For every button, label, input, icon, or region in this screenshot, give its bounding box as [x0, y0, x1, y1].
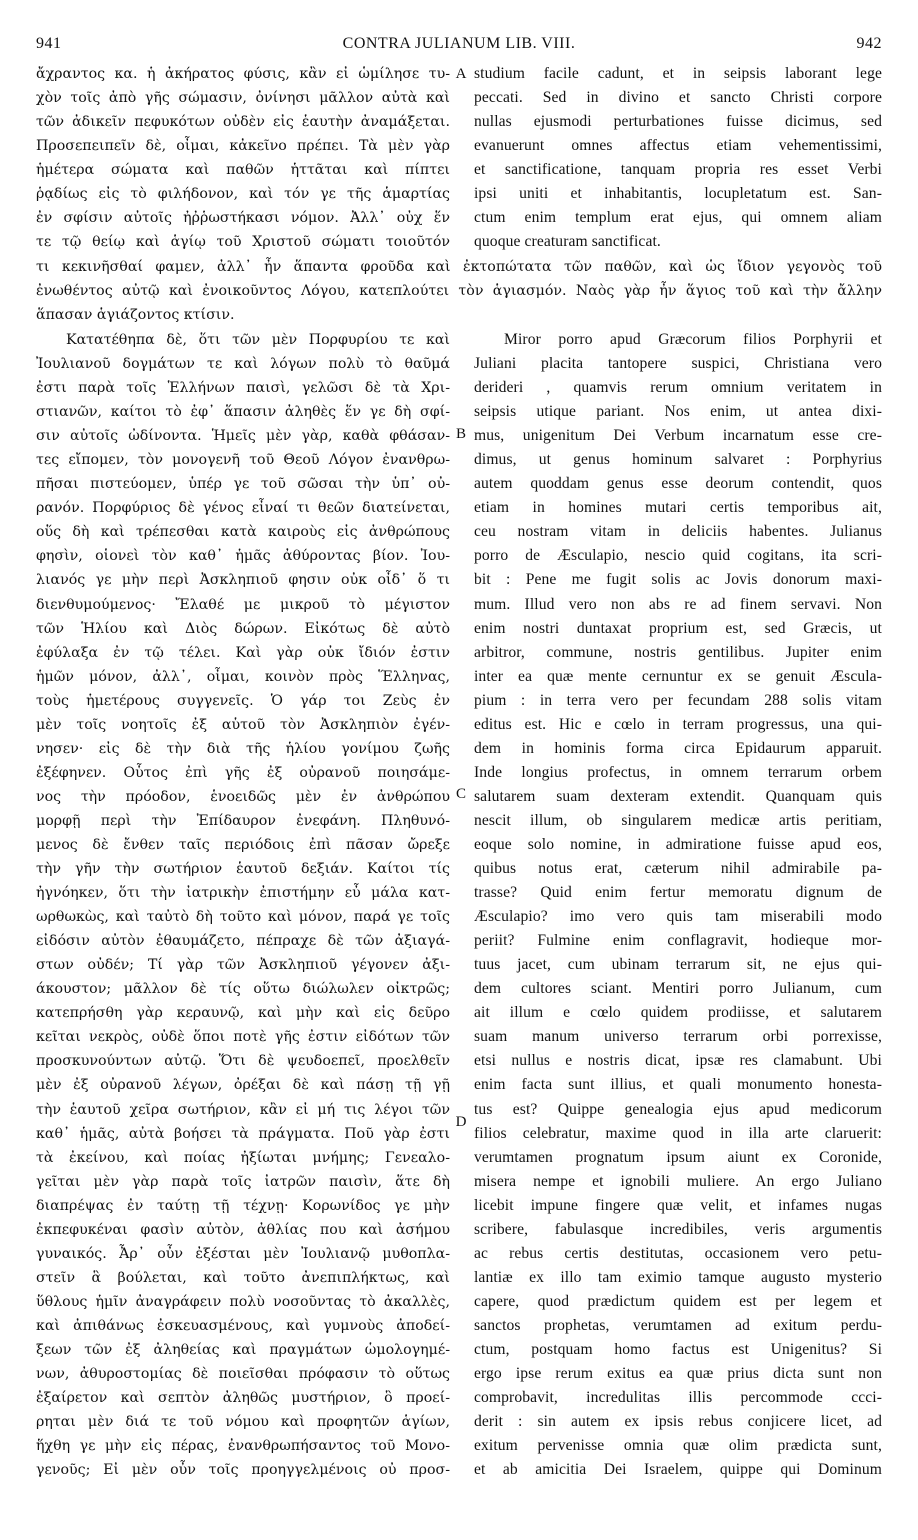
greek-text-line: γυναικός. Ἆρ᾽ οὖν ἐξέσται μὲν Ἰουλιανῷ μυθοπλα- [36, 1245, 450, 1262]
greek-text-line: τες εἴπομεν, τὸν μονογενῆ τοῦ Θεοῦ Λόγον ἐνανθρω- [36, 452, 450, 469]
greek-text-line: Κατατέθηπα δὲ, ὅτι τῶν μὲν Πορφυρίου τε καὶ [66, 332, 450, 348]
greek-text-line: κατεπρήσθη γὰρ κεραυνῷ, καὶ μὴν καὶ εἰς δεῦρο [36, 1005, 450, 1022]
greek-text-line: ἐστι παρὰ τοῖς Ἑλλήνων παισὶ, γελῶσι δὲ τὰ Χρι- [36, 380, 450, 397]
latin-text-line: Inde longius profectus, in omnem terrarum orbem [474, 763, 882, 781]
greek-text-line: ἐκπεφυκέναι φασὶν αὐτὸν, ἀθλίας που καὶ ἀσήμου [36, 1221, 450, 1238]
latin-text-line: suam manum universo terrarum orbi porrexisse, [474, 1028, 882, 1046]
latin-text-line: ergo ipse rerum exitus ea quæ prius dicta sunt non [474, 1365, 882, 1383]
greek-column-top [36, 62, 450, 254]
greek-text-line: μενος δὲ ἔνθεν ταῖς περιόδοις ἐπὶ πᾶσαν ὤρεξε [36, 836, 450, 853]
latin-text-line: Juliani placita tantopere suspici, Christiana vero [474, 355, 882, 373]
latin-text-line: sanctos prophetas, verumtamen ad exitum perdu- [474, 1316, 882, 1334]
greek-text-line: άκουστον; μᾶλλον δὲ τίς οὕτω διώλωλεν οἰκτρῶς; [36, 981, 450, 998]
greek-text-line: ἄχραντος κα. ἡ ἀκήρατος φύσις, κἂν εἰ ὡμίλησε τυ- [36, 66, 450, 82]
greek-text-line: νων, ἀθυροστομίας δὲ ποιεῖσθαι πρόφασιν τὸ οὕτως [36, 1366, 450, 1383]
greek-text-line: ρηται μὲν διά τε τοῦ νόμου καὶ προφητῶν ἁγίων, [36, 1414, 450, 1431]
latin-text-line: tuus jacet, cum ubinam terrarum sit, ne ejus qui- [474, 956, 882, 974]
running-title: CONTRA JULIANUM LIB. VIII. [342, 35, 576, 52]
greek-text-line: ῥᾳδίως εἰς τὸ φιλήδονον, καὶ τόν γε τῆς ἁμαρτίας [36, 186, 450, 203]
latin-text-line: filios celebratur, maxime quod in illa arte claruerit: [474, 1124, 882, 1142]
greek-text-line: τὴν ἑαυτοῦ χεῖρα σωτήριον, κἂν εἰ μή τις λέγοι τῶν [36, 1101, 450, 1118]
latin-text-line: seipsis utique pariant. Nos enim, ut antea dixi- [474, 403, 882, 421]
latin-text-line: ceu nostram vitam in deliciis habentes. Julianus [474, 523, 882, 541]
latin-text-line: enim facta sunt illius, et quali monumento honesta- [474, 1076, 882, 1094]
greek-text-line: οὕς δὴ καὶ τρέπεσθαι κατὰ καιροὺς εἰς ἀνθρώπους [36, 524, 450, 541]
latin-text-line: Miror porro apud Græcorum filios Porphyrii et [504, 331, 882, 348]
latin-text-line: enim nostri duntaxat proprium est, sed Græcis, ut [474, 619, 882, 637]
latin-text-line: derideri , quamvis rerum omnium veritatem in [474, 379, 882, 397]
greek-text-line: τε τῷ θείῳ καὶ ἁγίῳ τοῦ Χριστοῦ σώματι τοιοῦτόν [36, 234, 450, 251]
greek-text-line: Ἰουλιανοῦ δογμάτων τε καὶ λόγων πολὺ τὸ θαῦμά [36, 356, 450, 373]
greek-text-line: κεῖται νεκρὸς, οὐδὲ ὅποι ποτὲ γῆς ἐστιν εἰδότων τῶν [36, 1029, 450, 1046]
latin-text-line: derit : sin autem ex ipsis rebus conjicere licet, ad [474, 1413, 882, 1431]
latin-text-line: porro de Æsculapio, nescio quid cogitans, ita scri- [474, 547, 882, 565]
margin-letter-a: A [455, 66, 467, 82]
greek-text-line: καὶ ἀπιθάνως ἐσκευασμένους, καὶ γυμνοὺς ἀποδεί- [36, 1317, 450, 1334]
latin-text-line: quoque creaturam sanctificat. [474, 233, 661, 251]
latin-text-line: capere, quod prædictum quidem est per legem et [474, 1292, 882, 1310]
latin-text-line: nullas ejusmodi perturbationes fuisse dicimus, sed [474, 113, 882, 131]
greek-text-line: ωρθωκὼς, καὶ ταὐτὸ δὴ τοῦτο καὶ μόνον, παρά γε τοῖς [36, 909, 450, 926]
latin-text-line: mum. Illud vero non abs re ad finem servavi. Non [474, 595, 882, 613]
greek-text-line: ἅπασαν ἁγιάζοντος κτίσιν. [36, 307, 235, 324]
latin-text-line: nescit illum, ob singularem medicæ artis peritiam, [474, 811, 882, 829]
margin-letter-c: C [455, 786, 466, 802]
greek-text-line: διαπρέψας ἐν ταύτῃ τῇ τέχνῃ· Κορωνίδος γε μὴν [36, 1197, 450, 1214]
greek-text-line: ξεων τῶν ἐξ ἀληθείας καὶ πραγμάτων ὡμολογημέ- [36, 1341, 450, 1358]
greek-text-line: λιανός γε μὴν περὶ Ἀσκληπιοῦ φησιν οὐκ οἶδ᾽ ὅ τι [36, 572, 450, 589]
greek-text-line: ἡμέτερα σώματα καὶ παθῶν ἡττᾶται καὶ πίπτει [36, 162, 450, 179]
latin-text-line: ac rebus certis destitutas, occasionem vero petu- [474, 1244, 882, 1262]
greek-text-line: διενθυμούμενος· Ἔλαθέ με μικροῦ τὸ μέγιστον [36, 596, 450, 613]
greek-text-line: γενοῦς; Εἰ μὲν οὖν τοῖς προηγγελμένοις οὐ προσ- [36, 1462, 450, 1479]
latin-text-line: etsi nullus e nostris dicat, ipsæ res clamabunt. Ubi [474, 1052, 882, 1070]
greek-text-line: τῶν Ἡλίου καὶ Διὸς δώρων. Εἰκότως δὲ αὐτὸ [36, 620, 450, 637]
latin-text-line: Æsculapio? imo vero quis tam miserabili modo [474, 908, 882, 926]
latin-text-line: misera nempe et ignobili muliere. An ergo Juliano [474, 1172, 882, 1190]
greek-text-line: ἥχθη γε μὴν εἰς πέρας, ἐνανθρωπήσαντος τοῦ Μονο- [36, 1438, 450, 1455]
latin-text-line: dem cultores sciant. Mentiri porro Julianum, cum [474, 980, 882, 998]
latin-text-line: editus est. Hic e cœlo in terram progressus, una qui- [474, 715, 882, 733]
greek-full-width-paragraph [36, 255, 882, 327]
latin-text-line: scribere, fabulasque incredibiles, veris argumentis [474, 1220, 882, 1238]
greek-text-line: τι κεκινῆσθαί φαμεν, ἀλλ᾽ ἦν ἅπαντα φροῦδα καὶ ἐκτοπώτατα τῶν παθῶν, καὶ ὡς ἴδιον γεγονὸς τοῦ [36, 259, 882, 275]
latin-text-line: comprobavit, incredulitas illis percommode ccci- [474, 1389, 882, 1407]
latin-text-line: et ab amicitia Dei Israelem, quippe qui Dominum [474, 1461, 882, 1479]
greek-text-line: μὲν ἐξ οὐρανοῦ λέγων, ὀρέξαι δὲ καὶ πάσῃ τῇ γῇ [36, 1077, 450, 1094]
latin-text-line: licebit impune fingere quæ velit, et infames nugas [474, 1196, 882, 1214]
latin-text-line: salutarem suam dexteram extendit. Quanquam quis [474, 787, 882, 805]
greek-text-line: ἐξέφηνεν. Οὗτος ἐπὶ γῆς ἐξ οὐρανοῦ ποιησάμε- [36, 764, 450, 781]
greek-text-line: ἐνωθέντος αὐτῷ καὶ ἐνοικοῦντος Λόγου, κατεπλούτει τὸν ἁγιασμόν. Ναὸς γὰρ ἦν ἅγιος τοῦ καὶ τὴν ἄλλην [36, 283, 882, 300]
greek-text-line: μορφῇ περὶ τὴν Ἐπίδαυρον ἐνεφάνη. Πληθυνό- [36, 812, 450, 829]
latin-text-line: periit? Fulmine enim conflagravit, hodieque mor- [474, 932, 882, 950]
latin-text-line: lantiæ ex illo tam eximio tamque augusto mysterio [474, 1268, 882, 1286]
greek-text-line: τὴν γῆν τὴν σωτήριον ἑαυτοῦ δεξιάν. Καίτοι τίς [36, 861, 450, 878]
greek-text-line: καθ᾽ ἡμᾶς, αὐτὰ βοήσει τὰ πράγματα. Ποῦ γὰρ ἐστι [36, 1125, 450, 1142]
margin-letter-b: B [455, 426, 466, 442]
latin-text-line: tus est? Quippe genealogia ejus apud medicorum [474, 1100, 882, 1118]
latin-text-line: bit : Pene me fugit solis ac Jovis donorum maxi- [474, 571, 882, 589]
greek-text-line: ἡμῶν μόνον, ἀλλ᾽, οἶμαι, κοινὸν πρὸς Ἕλληνας, [36, 668, 450, 685]
greek-text-line: τὰ ἐκείνου, καὶ ποίας ἠξίωται μνήμης; Γενεαλο- [36, 1149, 450, 1166]
latin-text-line: ait illum e cœlo quidem prodiisse, et salutarem [474, 1004, 882, 1022]
latin-text-line: exitum pervenisse omnia quæ olim prædicta sunt, [474, 1437, 882, 1455]
greek-text-line: γεῖται μὲν γὰρ παρὰ τοῖς ἰατρῶν παισὶν, ἅτε δὴ [36, 1173, 450, 1190]
greek-text-line: χὸν τοῖς ἀπὸ γῆς σώμασιν, ὀνίνησι μᾶλλον αὐτὰ καὶ [36, 90, 450, 107]
greek-text-line: τοὺς ἡμετέρους συγγενεῖς. Ὁ γάρ τοι Ζεὺς ἐν [36, 692, 450, 709]
latin-text-line: pium : in terra vero per fecundam 288 solis vitam [474, 691, 882, 709]
greek-text-line: ἠγνόηκεν, ὅτι τὴν ἰατρικὴν ἐπιστήμην εὖ μάλα κατ- [36, 885, 450, 902]
latin-text-line: dimus, ut genus hominum salvaret : Porphyrius [474, 451, 882, 469]
greek-text-line: ἐν σφίσιν αὐτοῖς ἠῤῥωστήκασι νόμον. Ἀλλ᾽ οὐχ ἕν [36, 210, 450, 227]
greek-text-line: νησεν· εἰς δὲ τὴν διὰ τῆς ἡλίου γονίμου ζωῆς [36, 740, 450, 757]
greek-text-line: σιν αὐτοῖς ὠδίνοντα. Ἡμεῖς μὲν γὰρ, καθὰ φθάσαν- [36, 428, 450, 445]
greek-text-line: Προσεπειπεῖν δὲ, οἶμαι, κἀκεῖνο πρέπει. Τὰ μὲν γὰρ [36, 138, 450, 155]
latin-text-line: arbitror, commune, nostris gentilibus. Jupiter enim [474, 643, 882, 661]
latin-text-line: ipsi uniti et inhabitantis, locupletatum est. San- [474, 185, 882, 203]
latin-text-line: eoque solo nomine, in admiratione fuisse apud eos, [474, 835, 882, 853]
latin-text-line: dem in hominis forma circa Epidaurum apparuit. [474, 739, 882, 757]
latin-text-line: trasse? Quid enim fertur memoratu dignum de [474, 884, 882, 902]
right-page-number: 942 [856, 35, 882, 52]
latin-text-line: ctum enim templum erat ejus, qui omnem aliam [474, 209, 882, 227]
latin-text-line: evanuerunt omnes affectus etiam vehementissimi, [474, 137, 882, 155]
greek-text-line: νος τὴν πρόοδον, ἑνοειδῶς μὲν ἐν ἀνθρώπου [36, 788, 450, 805]
latin-text-line: studium facile cadunt, et in seipsis laborant lege [474, 65, 882, 82]
greek-text-line: πῆσαι πιστεύομεν, ὑπέρ γε τοῦ σῶσαι τὴν ὑπ᾽ οὐ- [36, 476, 450, 493]
greek-text-line: στων οὐδέν; Τί γὰρ τῶν Ἀσκληπιοῦ γέγονεν ἀξι- [36, 957, 450, 974]
greek-text-line: ρανόν. Πορφύριος δὲ γένος εἶναί τι θεῶν διατείνεται, [36, 500, 450, 517]
margin-letter-d: D [455, 1114, 467, 1130]
greek-text-line: ἐξαίρετον καὶ σεπτὸν ἀληθῶς μυστήριον, ὃ προεί- [36, 1390, 450, 1407]
greek-text-line: στιανῶν, καίτοι τὸ ἐφ᾽ ἅπασιν ἀληθὲς ἕν γε δὴ σφί- [36, 404, 450, 421]
latin-column-main [474, 328, 882, 1482]
latin-column-top [474, 62, 882, 254]
greek-text-line: εἰδόσιν αὐτὸν ἐθαυμάζετο, πέπραχε δὲ τῶν ἀξιαγά- [36, 933, 450, 950]
greek-text-line: στεῖν ἃ βούλεται, καὶ τοῦτο ἀνεπιπλήκτως, καὶ [36, 1269, 450, 1286]
greek-text-line: προσκυνούντων αὐτῷ. Ὅτι δὲ ψευδοεπεῖ, προελθεῖν [36, 1053, 450, 1070]
left-page-number: 941 [36, 35, 62, 52]
greek-text-line: ὕθλους ἡμῖν ἀναγράφειν πολὺ νοσοῦντας τὸ ἀκαλλὲς, [36, 1293, 450, 1310]
greek-text-line: φησὶν, οἱονεὶ τὸν καθ᾽ ἡμᾶς ἀθύροντας βίον. Ἰου- [36, 548, 450, 565]
greek-text-line: μὲν τοῖς νοητοῖς ἐξ αὑτοῦ τὸν Ἀσκληπιὸν ἐγέν- [36, 716, 450, 733]
greek-column-main [36, 328, 450, 1482]
latin-text-line: inter ea quæ mente cernuntur ex se genuit Æscula- [474, 667, 882, 685]
latin-text-line: etiam in homines mutari certis temporibus ait, [474, 499, 882, 517]
latin-text-line: et sanctificatione, tanquam propria res esset Verbi [474, 161, 882, 179]
latin-text-line: ctum, postquam homo factus est Unigenitus? Si [474, 1340, 882, 1358]
latin-text-line: autem quoddam genus esse deorum contendit, quos [474, 475, 882, 493]
latin-text-line: peccati. Sed in divino et sancto Christi corpore [474, 89, 882, 107]
latin-text-line: verumtamen prognatum ipsum aiunt ex Coronide, [474, 1148, 882, 1166]
latin-text-line: mus, unigenitum Dei Verbum incarnatum esse cre- [474, 427, 882, 445]
latin-text-line: quibus notus erat, cæterum nihil admirabile pa- [474, 860, 882, 878]
greek-text-line: ἐφύλαξα ἐν τῷ τέλει. Καὶ γὰρ οὐκ ἴδιόν ἐστιν [36, 644, 450, 661]
greek-text-line: τῶν ἀδικεῖν πεφυκότων οὐδὲν εἰς ἑαυτὴν ἀναμάξεται. [36, 114, 450, 131]
